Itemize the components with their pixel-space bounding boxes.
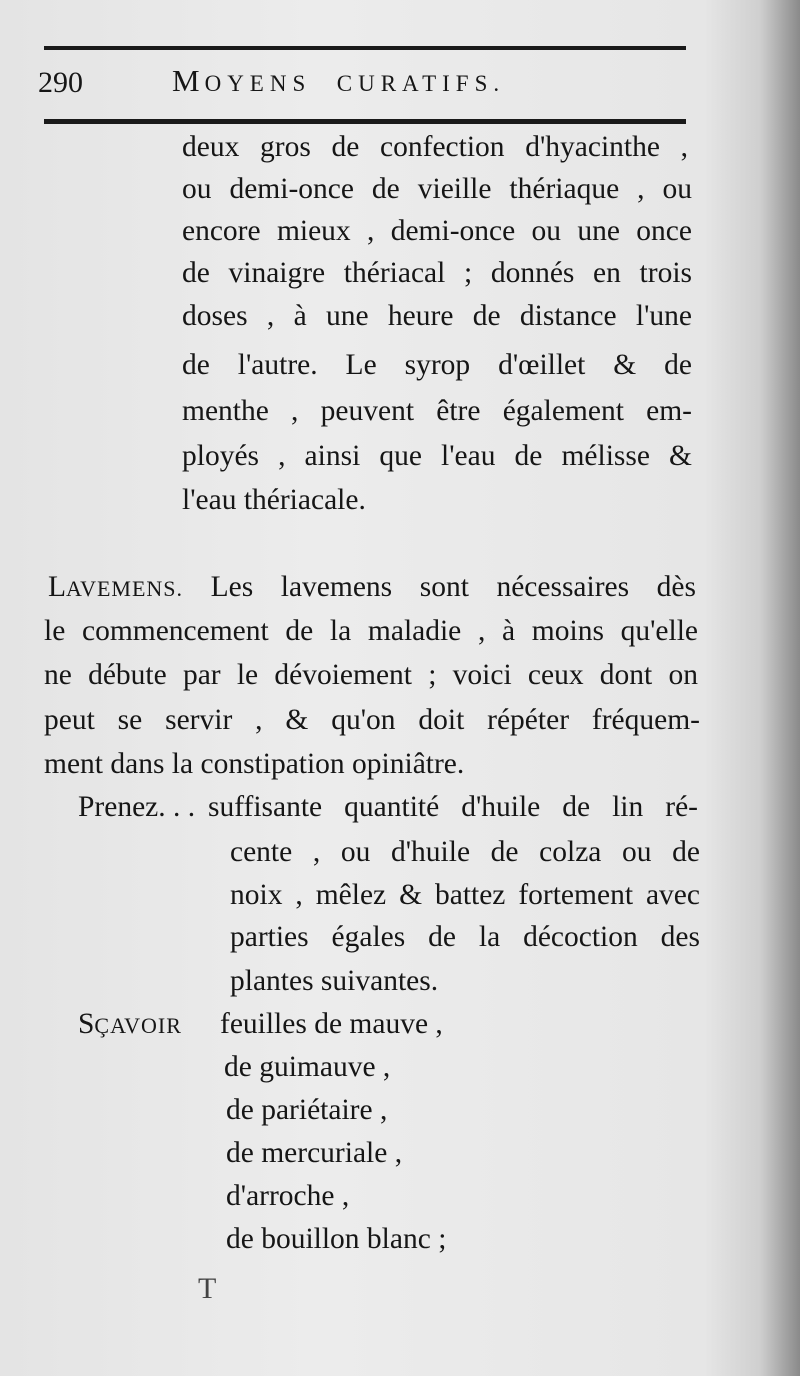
running-head — [172, 63, 505, 99]
list-item: de pariétaire , — [226, 1094, 388, 1126]
list-label — [78, 1004, 182, 1046]
running-head-initial: M — [172, 63, 205, 98]
list-item: feuilles de mauve , — [220, 1008, 443, 1040]
paragraph-heading-line — [48, 567, 696, 609]
text-line: ployés , ainsi que l'eau de mélisse & — [182, 440, 692, 472]
heading-rest: AVEMENS. — [66, 576, 184, 601]
heading-initial: L — [48, 571, 67, 603]
text-line: cente , ou d'huile de colza ou de — [230, 836, 700, 868]
list-item: d'arroche , — [226, 1180, 350, 1212]
text-line: suffisante quantité d'huile de lin ré- — [208, 791, 698, 823]
text-line: parties égales de la décoction des — [230, 921, 700, 953]
header-rule-top — [44, 46, 686, 50]
text-line: ment dans la constipation opiniâtre. — [44, 748, 465, 780]
signature-mark: T — [198, 1272, 217, 1305]
text-line: le commencement de la maladie , à moins qu'elle — [44, 615, 698, 647]
list-item: de guimauve , — [224, 1051, 391, 1083]
text-line: peut se servir , & qu'on doit répéter fréquem- — [44, 704, 700, 736]
list-label-initial: S — [78, 1008, 95, 1040]
text-line: doses , à une heure de distance l'une — [182, 300, 692, 332]
heading-line-text: Les lavemens sont nécessaires dès — [210, 571, 696, 603]
text-line: l'eau thériacale. — [182, 484, 366, 516]
text-line: menthe , peuvent être également em- — [182, 395, 692, 427]
header-rule-bottom — [44, 119, 686, 124]
text-line: de l'autre. Le syrop d'œillet & de — [182, 349, 692, 381]
list-item: de bouillon blanc ; — [226, 1223, 447, 1255]
page-number: 290 — [38, 66, 83, 99]
text-line: noix , mêlez & battez fortement avec — [230, 879, 700, 911]
text-line: ne débute par le dévoiement ; voici ceux dont on — [44, 659, 698, 691]
running-head-rest: OYENS — [204, 71, 312, 96]
list-item: de mercuriale , — [226, 1137, 403, 1169]
text-line: ou demi-once de vieille thériaque , ou — [182, 173, 692, 205]
text-line: plantes suivantes. — [230, 965, 439, 997]
list-label-rest: ÇAVOIR — [94, 1013, 182, 1038]
text-line: encore mieux , demi-once ou une once — [182, 215, 692, 247]
recipe-label: Prenez. . . — [78, 791, 196, 823]
text-line: de vinaigre thériacal ; donnés en trois — [182, 257, 692, 289]
text-line: deux gros de confection d'hyacinthe , — [182, 131, 688, 163]
running-head-second: CURATIFS. — [336, 71, 506, 96]
